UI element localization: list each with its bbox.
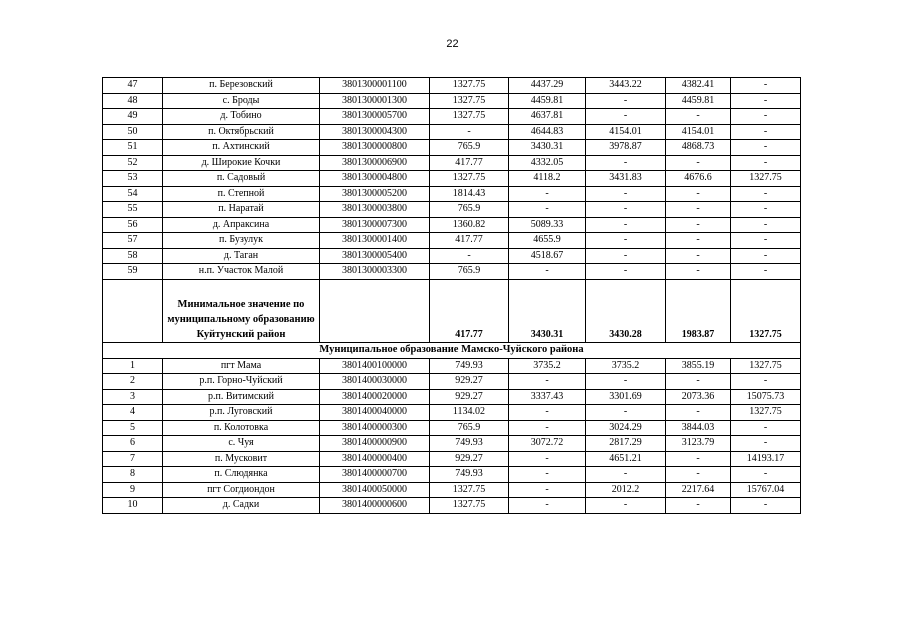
value-col-2-cell: - — [509, 467, 586, 483]
oktmo-code-cell: 3801400100000 — [320, 358, 430, 374]
value-col-2-cell: - — [509, 482, 586, 498]
value-col-3-cell: - — [586, 374, 666, 390]
settlement-name-cell: п. Садовый — [163, 171, 320, 187]
table-row — [103, 186, 801, 202]
oktmo-code-cell: 3801300005700 — [320, 109, 430, 125]
row-number-cell: 4 — [103, 405, 163, 421]
value-col-1-cell: 765.9 — [430, 202, 509, 218]
oktmo-code-cell: 3801400050000 — [320, 482, 430, 498]
row-number-cell: 52 — [103, 155, 163, 171]
value-col-3-cell: - — [586, 155, 666, 171]
settlement-name-cell: д. Тобино — [163, 109, 320, 125]
settlement-name-cell: п. Степной — [163, 186, 320, 202]
value-col-1-cell: 929.27 — [430, 451, 509, 467]
row-number-cell: 7 — [103, 451, 163, 467]
value-col-3-cell: 3301.69 — [586, 389, 666, 405]
summary-value-4: 1983.87 — [666, 279, 731, 342]
table-row — [103, 436, 801, 452]
row-number-cell: 6 — [103, 436, 163, 452]
value-col-1-cell: 1327.75 — [430, 93, 509, 109]
oktmo-code-cell: 3801400000700 — [320, 467, 430, 483]
table-row — [103, 358, 801, 374]
value-col-4-cell: 4676.6 — [666, 171, 731, 187]
value-col-1-cell: 749.93 — [430, 436, 509, 452]
row-number-cell: 47 — [103, 78, 163, 94]
settlement-name-cell: д. Таган — [163, 248, 320, 264]
value-col-1-cell: 1360.82 — [430, 217, 509, 233]
value-col-1-cell: 1327.75 — [430, 171, 509, 187]
value-col-4-cell: - — [666, 202, 731, 218]
value-col-5-cell: - — [731, 93, 801, 109]
value-col-4-cell: 4459.81 — [666, 93, 731, 109]
settlement-name-cell: пгт Мама — [163, 358, 320, 374]
oktmo-code-cell: 3801400020000 — [320, 389, 430, 405]
value-col-4-cell: - — [666, 217, 731, 233]
value-col-5-cell: - — [731, 264, 801, 280]
value-col-2-cell: - — [509, 451, 586, 467]
section-title: Муниципальное образование Мамско-Чуйского района — [103, 342, 801, 358]
oktmo-code-cell: 3801300003300 — [320, 264, 430, 280]
value-col-5-cell: 15075.73 — [731, 389, 801, 405]
summary-value-1: 417.77 — [430, 279, 509, 342]
value-col-4-cell: - — [666, 109, 731, 125]
row-number-cell: 1 — [103, 358, 163, 374]
value-col-1-cell: 929.27 — [430, 374, 509, 390]
settlement-name-cell: п. Бузулук — [163, 233, 320, 249]
value-col-4-cell: 2073.36 — [666, 389, 731, 405]
value-col-4-cell: - — [666, 467, 731, 483]
value-col-5-cell: 1327.75 — [731, 358, 801, 374]
page-number: 22 — [446, 38, 459, 50]
oktmo-code-cell: 3801300005200 — [320, 186, 430, 202]
value-col-3-cell: - — [586, 467, 666, 483]
settlement-name-cell: д. Апраксина — [163, 217, 320, 233]
row-number-cell: 9 — [103, 482, 163, 498]
table-row — [103, 155, 801, 171]
row-number-cell: 2 — [103, 374, 163, 390]
settlement-name-cell: п. Мусковит — [163, 451, 320, 467]
value-col-4-cell: 4868.73 — [666, 140, 731, 156]
value-col-2-cell: 4637.81 — [509, 109, 586, 125]
summary-value-2: 3430.31 — [509, 279, 586, 342]
row-number-cell: 10 — [103, 498, 163, 514]
settlement-name-cell: п. Наратай — [163, 202, 320, 218]
value-col-5-cell: - — [731, 186, 801, 202]
value-col-5-cell: - — [731, 124, 801, 140]
oktmo-code-cell: 3801300001100 — [320, 78, 430, 94]
value-col-4-cell: - — [666, 498, 731, 514]
oktmo-code-cell: 3801300001300 — [320, 93, 430, 109]
value-col-1-cell: 749.93 — [430, 358, 509, 374]
empty-cell — [103, 279, 163, 342]
oktmo-code-cell: 3801300003800 — [320, 202, 430, 218]
data-table — [102, 77, 801, 514]
value-col-2-cell: 3337.43 — [509, 389, 586, 405]
value-col-5-cell: - — [731, 78, 801, 94]
oktmo-code-cell: 3801400000600 — [320, 498, 430, 514]
oktmo-code-cell: 3801400040000 — [320, 405, 430, 421]
row-number-cell: 57 — [103, 233, 163, 249]
summary-value-5: 1327.75 — [731, 279, 801, 342]
value-col-4-cell: - — [666, 186, 731, 202]
settlement-name-cell: п. Ахтинский — [163, 140, 320, 156]
table-row — [103, 171, 801, 187]
value-col-4-cell: - — [666, 233, 731, 249]
row-number-cell: 8 — [103, 467, 163, 483]
value-col-2-cell: 3072.72 — [509, 436, 586, 452]
value-col-1-cell: 1327.75 — [430, 109, 509, 125]
value-col-1-cell: 765.9 — [430, 140, 509, 156]
oktmo-code-cell: 3801300001400 — [320, 233, 430, 249]
oktmo-code-cell: 3801300000800 — [320, 140, 430, 156]
table-row — [103, 264, 801, 280]
value-col-1-cell: 929.27 — [430, 389, 509, 405]
value-col-1-cell: 1327.75 — [430, 78, 509, 94]
value-col-2-cell: - — [509, 202, 586, 218]
table-row — [103, 109, 801, 125]
table-row — [103, 467, 801, 483]
table-row — [103, 217, 801, 233]
settlement-name-cell: р.п. Луговский — [163, 405, 320, 421]
value-col-4-cell: 4154.01 — [666, 124, 731, 140]
row-number-cell: 58 — [103, 248, 163, 264]
table-row — [103, 233, 801, 249]
settlement-name-cell: р.п. Витимский — [163, 389, 320, 405]
value-col-2-cell: 4518.67 — [509, 248, 586, 264]
value-col-4-cell: 3855.19 — [666, 358, 731, 374]
value-col-1-cell: 1814.43 — [430, 186, 509, 202]
value-col-1-cell: 1327.75 — [430, 482, 509, 498]
value-col-3-cell: 2817.29 — [586, 436, 666, 452]
row-number-cell: 54 — [103, 186, 163, 202]
value-col-1-cell: 417.77 — [430, 155, 509, 171]
value-col-5-cell: - — [731, 436, 801, 452]
table-row — [103, 451, 801, 467]
value-col-3-cell: 3431.83 — [586, 171, 666, 187]
value-col-2-cell: - — [509, 264, 586, 280]
value-col-3-cell: - — [586, 264, 666, 280]
oktmo-code-cell: 3801300007300 — [320, 217, 430, 233]
settlement-name-cell: д. Садки — [163, 498, 320, 514]
value-col-2-cell: - — [509, 186, 586, 202]
row-number-cell: 56 — [103, 217, 163, 233]
value-col-4-cell: - — [666, 374, 731, 390]
value-col-2-cell: - — [509, 498, 586, 514]
value-col-3-cell: - — [586, 233, 666, 249]
value-col-2-cell: 4332.05 — [509, 155, 586, 171]
oktmo-code-cell: 3801400000900 — [320, 436, 430, 452]
value-col-3-cell: - — [586, 248, 666, 264]
oktmo-code-cell: 3801400030000 — [320, 374, 430, 390]
table-row — [103, 498, 801, 514]
value-col-2-cell: 4655.9 — [509, 233, 586, 249]
value-col-3-cell: - — [586, 405, 666, 421]
row-number-cell: 53 — [103, 171, 163, 187]
value-col-2-cell: 5089.33 — [509, 217, 586, 233]
table-row — [103, 248, 801, 264]
settlement-name-cell: д. Широкие Кочки — [163, 155, 320, 171]
value-col-4-cell: 2217.64 — [666, 482, 731, 498]
settlement-name-cell: н.п. Участок Малой — [163, 264, 320, 280]
value-col-5-cell: - — [731, 420, 801, 436]
value-col-4-cell: 3844.03 — [666, 420, 731, 436]
settlement-name-cell: п. Колотовка — [163, 420, 320, 436]
value-col-3-cell: - — [586, 186, 666, 202]
value-col-4-cell: - — [666, 155, 731, 171]
value-col-2-cell: 4118.2 — [509, 171, 586, 187]
value-col-1-cell: 1134.02 — [430, 405, 509, 421]
value-col-3-cell: 3978.87 — [586, 140, 666, 156]
row-number-cell: 5 — [103, 420, 163, 436]
table-row — [103, 374, 801, 390]
oktmo-code-cell: 3801400000400 — [320, 451, 430, 467]
value-col-3-cell: - — [586, 498, 666, 514]
value-col-4-cell: - — [666, 264, 731, 280]
value-col-5-cell: - — [731, 140, 801, 156]
value-col-5-cell: - — [731, 233, 801, 249]
value-col-4-cell: - — [666, 248, 731, 264]
value-col-5-cell: - — [731, 217, 801, 233]
settlement-name-cell: пгт Согдиондон — [163, 482, 320, 498]
row-number-cell: 48 — [103, 93, 163, 109]
row-number-cell: 3 — [103, 389, 163, 405]
value-col-2-cell: 3430.31 — [509, 140, 586, 156]
oktmo-code-cell: 3801400000300 — [320, 420, 430, 436]
table-row — [103, 140, 801, 156]
value-col-3-cell: - — [586, 217, 666, 233]
value-col-3-cell: - — [586, 109, 666, 125]
table-row — [103, 202, 801, 218]
row-number-cell: 49 — [103, 109, 163, 125]
value-col-2-cell: 4437.29 — [509, 78, 586, 94]
summary-label: Минимальное значение по муниципальному образованию Куйтунский район — [163, 279, 320, 342]
oktmo-code-cell: 3801300004800 — [320, 171, 430, 187]
table-row — [103, 405, 801, 421]
row-number-cell: 51 — [103, 140, 163, 156]
value-col-4-cell: - — [666, 405, 731, 421]
value-col-3-cell: 3024.29 — [586, 420, 666, 436]
value-col-2-cell: - — [509, 374, 586, 390]
value-col-5-cell: 15767.04 — [731, 482, 801, 498]
value-col-3-cell: 4651.21 — [586, 451, 666, 467]
value-col-5-cell: 1327.75 — [731, 171, 801, 187]
value-col-1-cell: - — [430, 248, 509, 264]
value-col-1-cell: 417.77 — [430, 233, 509, 249]
table-row — [103, 389, 801, 405]
oktmo-code-cell: 3801300004300 — [320, 124, 430, 140]
section-header-row — [103, 342, 801, 358]
value-col-1-cell: 765.9 — [430, 264, 509, 280]
settlement-name-cell: р.п. Горно-Чуйский — [163, 374, 320, 390]
settlement-name-cell: п. Березовский — [163, 78, 320, 94]
value-col-1-cell: 749.93 — [430, 467, 509, 483]
value-col-4-cell: 4382.41 — [666, 78, 731, 94]
value-col-3-cell: 3735.2 — [586, 358, 666, 374]
value-col-3-cell: 3443.22 — [586, 78, 666, 94]
row-number-cell: 55 — [103, 202, 163, 218]
settlement-name-cell: п. Октябрьский — [163, 124, 320, 140]
value-col-5-cell: - — [731, 498, 801, 514]
value-col-5-cell: 14193.17 — [731, 451, 801, 467]
table-row — [103, 482, 801, 498]
value-col-2-cell: 4644.83 — [509, 124, 586, 140]
settlement-name-cell: с. Чуя — [163, 436, 320, 452]
oktmo-code-cell: 3801300005400 — [320, 248, 430, 264]
value-col-4-cell: 3123.79 — [666, 436, 731, 452]
value-col-2-cell: - — [509, 420, 586, 436]
table-row — [103, 78, 801, 94]
value-col-5-cell: - — [731, 109, 801, 125]
row-number-cell: 59 — [103, 264, 163, 280]
table-row — [103, 420, 801, 436]
value-col-1-cell: 1327.75 — [430, 498, 509, 514]
summary-value-3: 3430.28 — [586, 279, 666, 342]
row-number-cell: 50 — [103, 124, 163, 140]
value-col-5-cell: - — [731, 374, 801, 390]
value-col-2-cell: - — [509, 405, 586, 421]
settlement-name-cell: с. Броды — [163, 93, 320, 109]
value-col-5-cell: 1327.75 — [731, 405, 801, 421]
value-col-5-cell: - — [731, 467, 801, 483]
value-col-3-cell: 2012.2 — [586, 482, 666, 498]
value-col-1-cell: 765.9 — [430, 420, 509, 436]
value-col-5-cell: - — [731, 248, 801, 264]
value-col-3-cell: - — [586, 93, 666, 109]
summary-row — [103, 279, 801, 342]
oktmo-code-cell: 3801300006900 — [320, 155, 430, 171]
value-col-1-cell: - — [430, 124, 509, 140]
value-col-2-cell: 3735.2 — [509, 358, 586, 374]
settlement-name-cell: п. Слюдянка — [163, 467, 320, 483]
value-col-2-cell: 4459.81 — [509, 93, 586, 109]
value-col-4-cell: - — [666, 451, 731, 467]
value-col-5-cell: - — [731, 202, 801, 218]
empty-cell — [320, 279, 430, 342]
value-col-3-cell: - — [586, 202, 666, 218]
value-col-3-cell: 4154.01 — [586, 124, 666, 140]
table-row — [103, 93, 801, 109]
table-row — [103, 124, 801, 140]
value-col-5-cell: - — [731, 155, 801, 171]
